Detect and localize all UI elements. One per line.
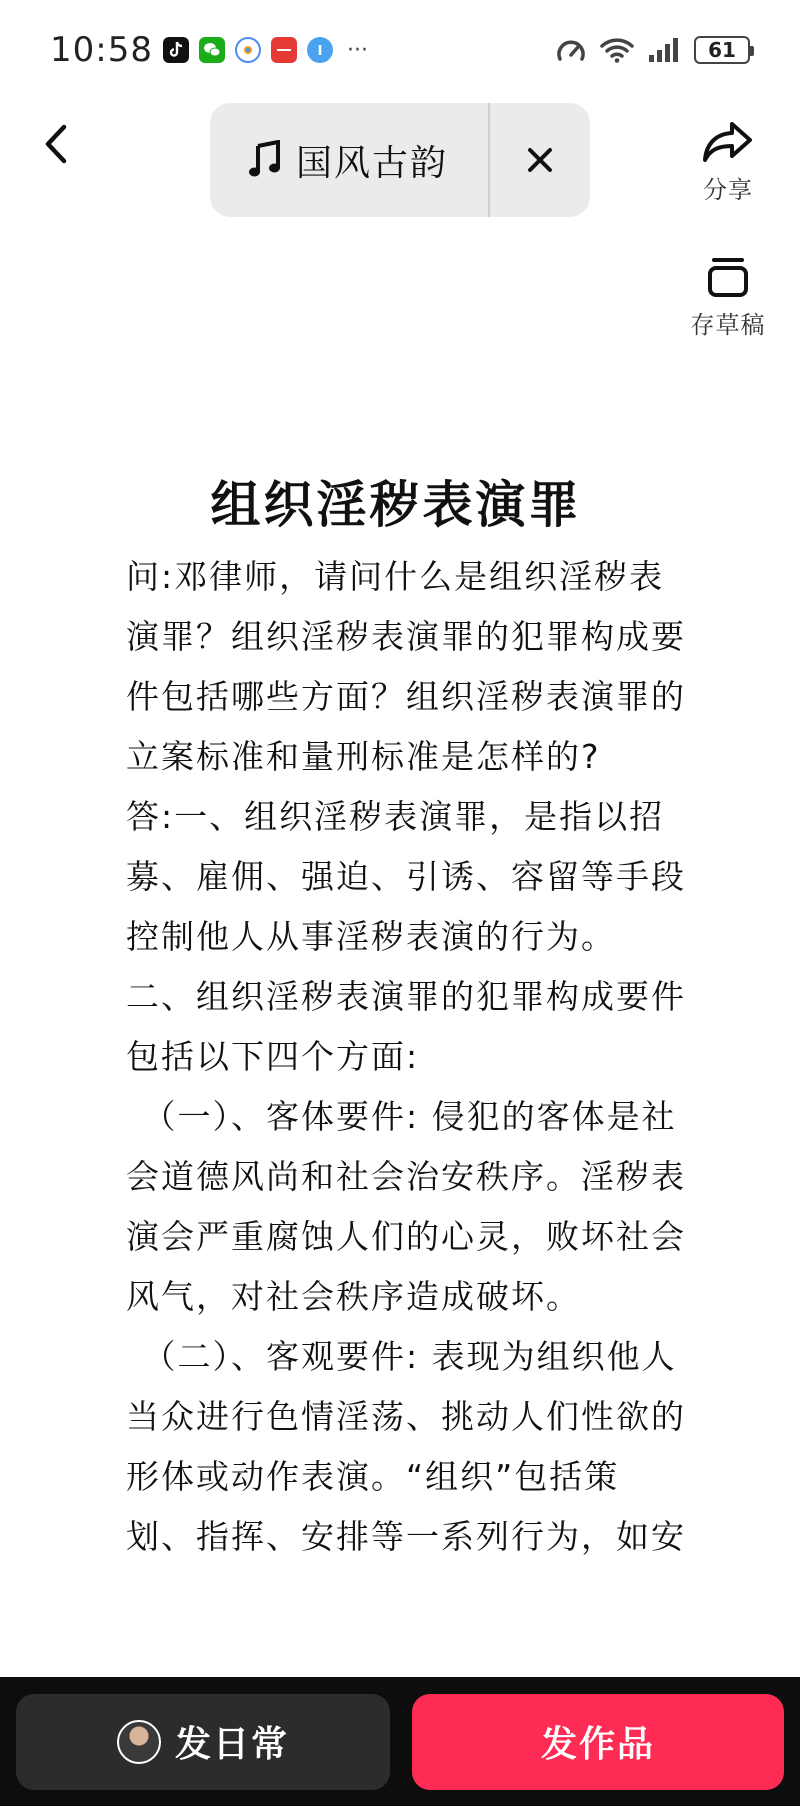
huawei-icon [271, 37, 297, 63]
save-draft-button[interactable] [678, 255, 778, 340]
battery-level: 61 [708, 38, 736, 62]
status-app-icons [163, 37, 368, 63]
share-icon [702, 120, 754, 164]
post-daily-label: 发日常 [174, 1724, 289, 1765]
save-draft-label: 存草稿 [690, 311, 766, 339]
music-note-icon [248, 140, 282, 180]
chevron-left-icon [44, 124, 68, 164]
music-selector [210, 103, 590, 217]
speed-gauge-icon [556, 37, 586, 63]
status-bar [0, 0, 800, 100]
post-daily-button[interactable] [16, 1694, 390, 1790]
avatar [117, 1720, 161, 1764]
article-title: 组织淫秽表演罪 [210, 476, 582, 534]
music-select-button[interactable] [210, 103, 490, 217]
wechat-icon [199, 37, 225, 63]
remove-music-button[interactable] [490, 103, 590, 217]
draft-box-icon [706, 255, 750, 299]
tiktok-icon [163, 37, 189, 63]
signal-icon [648, 37, 680, 63]
share-label: 分享 [703, 176, 753, 204]
bottom-bar [0, 1677, 800, 1806]
music-label: 国风古韵 [296, 142, 449, 184]
article-paragraph: 二、组织淫秽表演罪的犯罪构成要件包括以下四个方面: [126, 977, 686, 1076]
app-icon [307, 37, 333, 63]
close-icon [527, 147, 553, 173]
status-indicators [556, 36, 750, 64]
battery-indicator [694, 36, 750, 64]
publish-button[interactable] [412, 1694, 784, 1790]
back-button[interactable] [36, 118, 76, 170]
status-time: 10:58 [50, 30, 153, 70]
wifi-icon [600, 37, 634, 63]
article-paragraph: 答:一、组织淫秽表演罪，是指以招募、雇佣、强迫、引诱、容留等手段控制他人从事淫秽表演的行为。 [126, 797, 686, 956]
article-body [126, 547, 686, 1567]
article-paragraph: （二）、客观要件: 表现为组织他人当众进行色情淫荡、挑动人们性欲的形体或动作表演。“组织”包括策划、指挥、安排等一系列行为，如安 [126, 1337, 686, 1556]
article-paragraph: 问:邓律师，请问什么是组织淫秽表演罪？组织淫秽表演罪的犯罪构成要件包括哪些方面？组织淫秽表演罪的立案标准和量刑标准是怎样的? [126, 557, 686, 776]
share-button[interactable] [678, 120, 778, 205]
publish-label: 发作品 [540, 1724, 655, 1765]
browser-icon [235, 37, 261, 63]
article-content[interactable] [126, 465, 686, 1567]
more-notifications-icon: ··· [346, 37, 368, 63]
article-paragraph: （一）、客体要件: 侵犯的客体是社会道德风尚和社会治安秩序。淫秽表演会严重腐蚀人们的心灵，败坏社会风气，对社会秩序造成破坏。 [126, 1097, 686, 1316]
